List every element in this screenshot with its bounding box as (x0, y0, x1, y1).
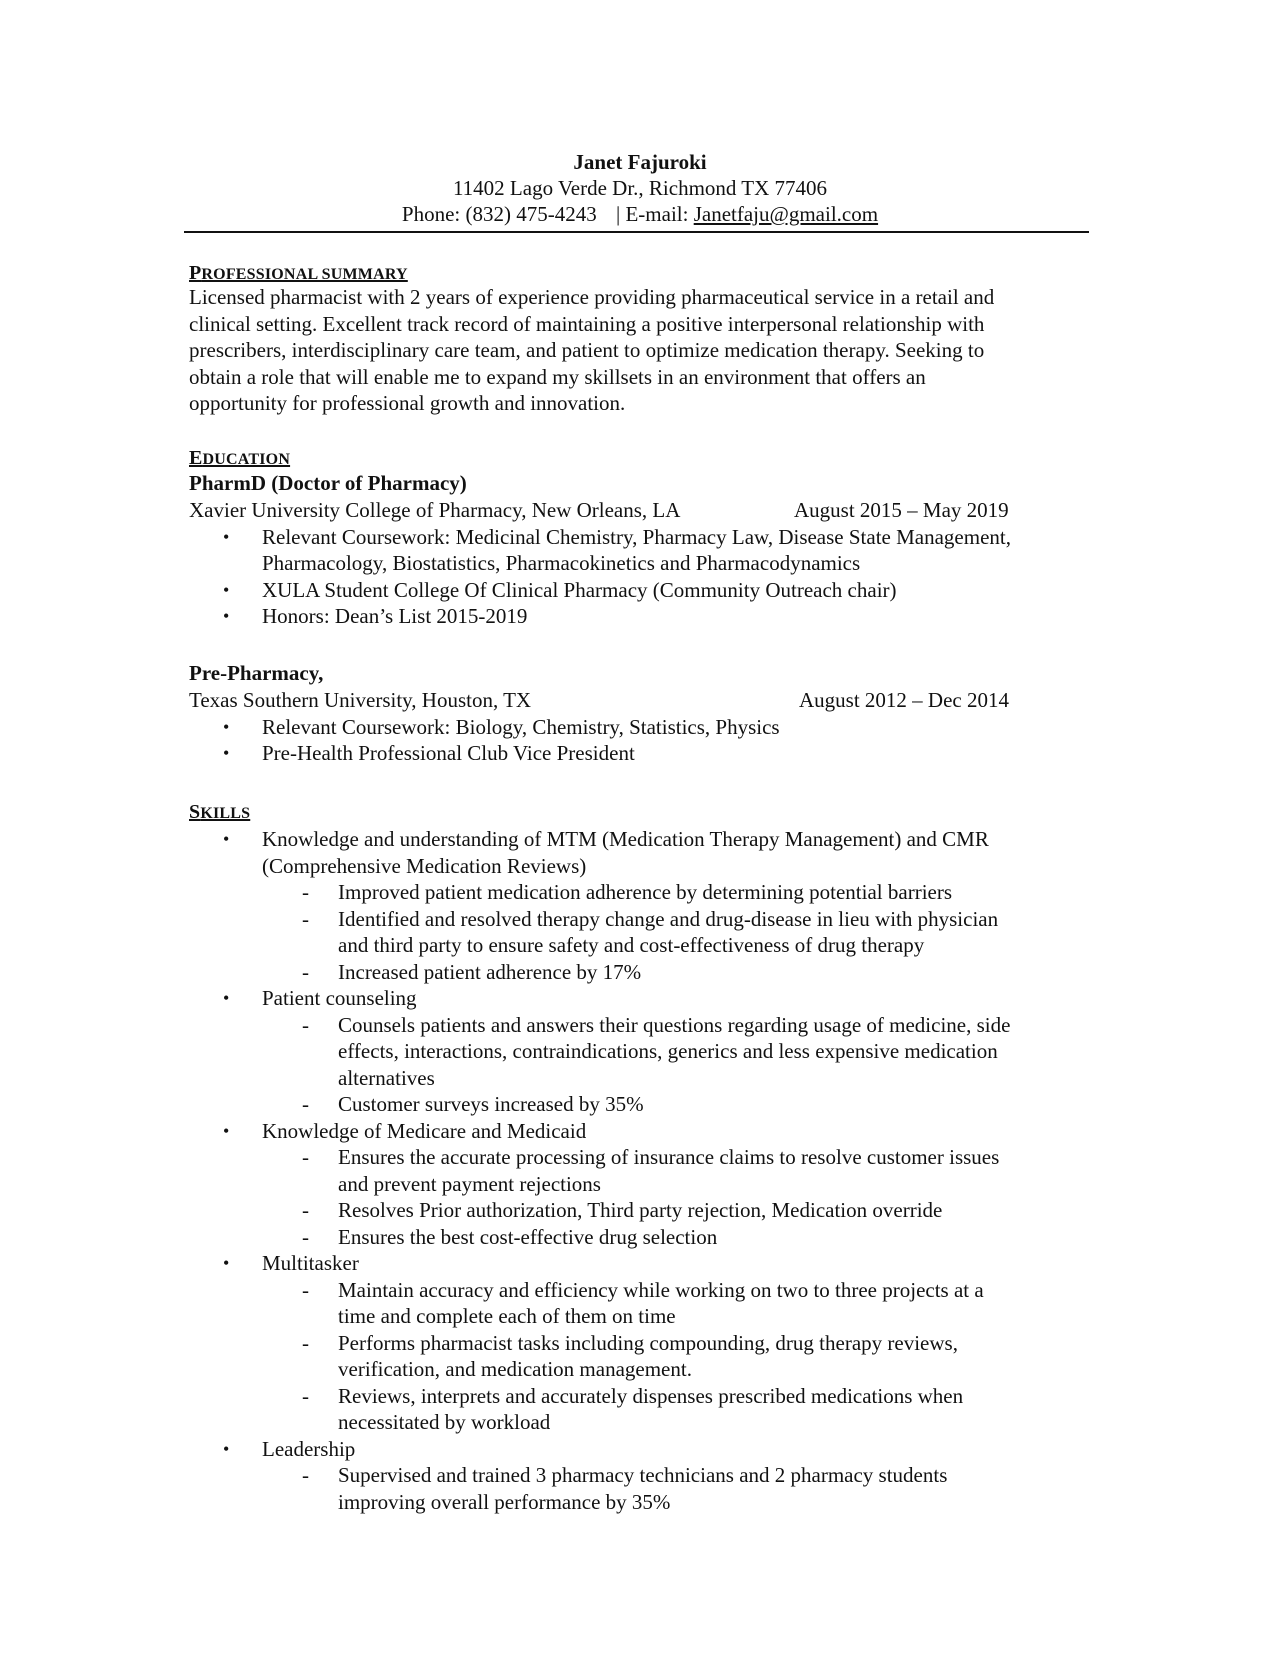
school-row (189, 497, 1089, 524)
phone-label: Phone: (401, 202, 461, 226)
skill-detail: - Ensures the accurate processing of insurance claims to resolve customer issues and prevent payment rejections (302, 1145, 1000, 1196)
skill-item: • Patient counseling (223, 986, 417, 1010)
summary-line: prescribers, interdisciplinary care team, and patient to optimize medication therapy. Seeking to (189, 338, 985, 362)
school-row (189, 687, 1089, 714)
skill-item: • Multitasker (223, 1251, 359, 1275)
degree-title: PharmD (Doctor of Pharmacy) (189, 471, 467, 495)
summary-text (189, 284, 1089, 417)
phone-number: (832) 475-4243 (465, 202, 597, 226)
school-name: Xavier University College of Pharmacy, New Orleans, LA (189, 497, 681, 522)
degree-title: Pre-Pharmacy, (189, 661, 324, 685)
resume-header (0, 149, 1280, 227)
skill-detail: - Increased patient adherence by 17% (302, 959, 642, 984)
skill-detail: - Improved patient medication adherence by determining potential barriers (302, 880, 953, 904)
header-divider (184, 231, 1089, 233)
school-name: Texas Southern University, Houston, TX (189, 687, 532, 712)
skill-detail: - Ensures the best cost-effective drug selection (302, 1224, 718, 1249)
skill-detail: - Counsels patients and answers their questions regarding usage of medicine, side effects, interactions, contraindications, generics and less expensive medication alternatives (302, 1012, 1011, 1090)
contact-line (0, 201, 1280, 227)
summary-line: clinical setting. Excellent track record of maintaining a positive interpersonal relationship with (189, 311, 985, 336)
skill-detail: - Customer surveys increased by 35% (302, 1092, 644, 1116)
skill-detail: - Resolves Prior authorization, Third party rejection, Medication override (302, 1198, 943, 1222)
school-dates: August 2012 – Dec 2014 (799, 687, 1009, 712)
list-item: • Relevant Coursework: Medicinal Chemistry, Pharmacy Law, Disease State Management, Pharmacology, Biostatistics, Pharmacokinetics and Pharmacodynamics (223, 524, 1011, 575)
skill-detail: - Maintain accuracy and efficiency while working on two to three projects at a time and complete each of them on time (302, 1277, 984, 1328)
education-prepharmacy (189, 660, 1089, 767)
school-dates: August 2015 – May 2019 (794, 497, 1009, 522)
address: 11402 Lago Verde Dr., Richmond TX 77406 (452, 176, 828, 200)
skill-detail: - Identified and resolved therapy change and drug-disease in lieu with physician and third party to ensure safety and cost-effectiveness of drug therapy (302, 906, 999, 957)
skill-item: • Knowledge and understanding of MTM (Medication Therapy Management) and CMR (Comprehensive Medication Reviews) (223, 827, 989, 878)
list-item: • Honors: Dean’s List 2015-2019 (223, 604, 528, 628)
list-item: • Pre-Health Professional Club Vice President (223, 741, 635, 765)
candidate-name: Janet Fajuroki (573, 150, 707, 174)
section-heading-summary: PROFESSIONAL SUMMARY (189, 262, 408, 284)
section-heading-skills: SKILLS (189, 801, 251, 823)
skill-detail: - Performs pharmacist tasks including compounding, drug therapy reviews, verification, and medication management. (302, 1330, 958, 1381)
list-item: • Relevant Coursework: Biology, Chemistry, Statistics, Physics (223, 714, 780, 739)
email-label: E-mail: (625, 202, 689, 226)
list-item: • XULA Student College Of Clinical Pharmacy (Community Outreach chair) (223, 577, 897, 602)
summary-line: Licensed pharmacist with 2 years of experience providing pharmaceutical service in a retail and (189, 285, 995, 309)
contact-separator: | (616, 202, 621, 226)
email-link[interactable]: Janetfaju@gmail.com (693, 202, 879, 226)
skill-item: • Leadership (223, 1436, 356, 1461)
skills-list (189, 826, 1089, 1515)
skill-detail: - Reviews, interprets and accurately dispenses prescribed medications when necessitated by workload (302, 1383, 964, 1434)
summary-line: obtain a role that will enable me to expand my skillsets in an environment that offers an (189, 364, 926, 389)
education-pharmd (189, 470, 1089, 630)
skill-detail: - Supervised and trained 3 pharmacy technicians and 2 pharmacy students improving overall performance by 35% (302, 1463, 948, 1514)
summary-line: opportunity for professional growth and innovation. (189, 391, 626, 415)
skill-item: • Knowledge of Medicare and Medicaid (223, 1118, 587, 1143)
section-heading-education: EDUCATION (189, 447, 291, 469)
